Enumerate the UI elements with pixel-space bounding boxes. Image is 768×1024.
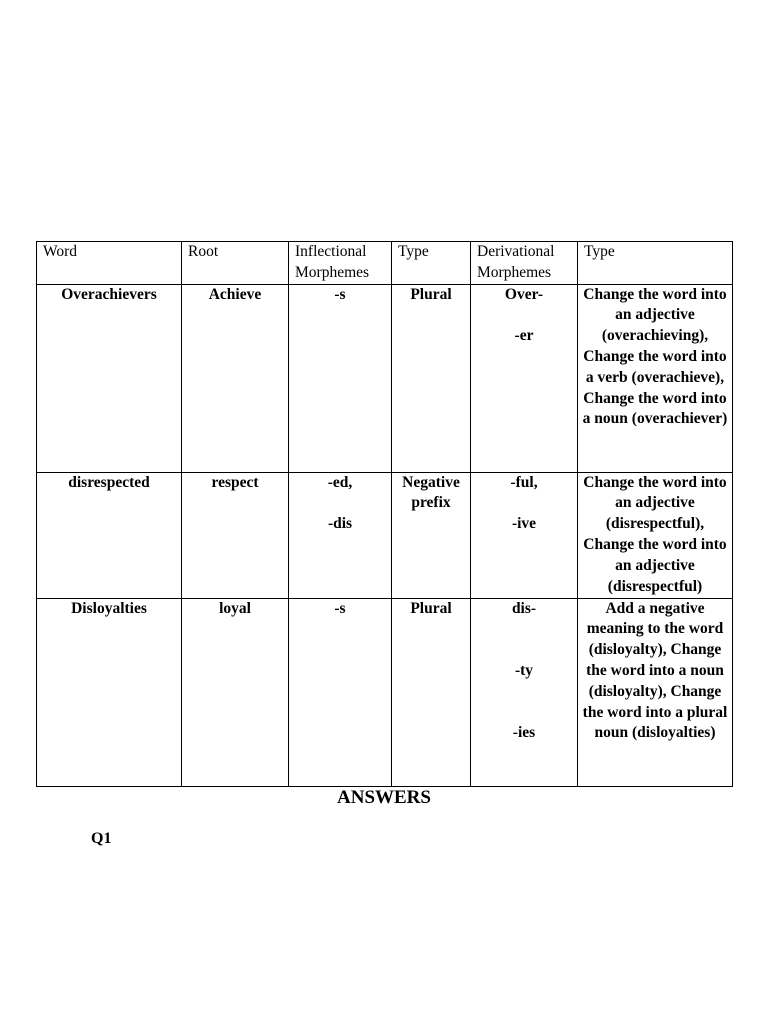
cell-inflectional	[289, 472, 392, 598]
cell-root: respect	[182, 472, 289, 598]
cell-root: Achieve	[182, 284, 289, 472]
table-row	[37, 472, 733, 598]
cell-word: Disloyalties	[37, 598, 182, 786]
inflectional-morpheme: -dis	[327, 515, 353, 533]
header-word: Word	[37, 242, 182, 285]
table-row	[37, 598, 733, 786]
header-derivational-type: Type	[578, 242, 733, 285]
table-row	[37, 284, 733, 472]
answers-heading: ANSWERS	[337, 787, 431, 808]
table-header-row	[37, 242, 733, 285]
derivational-morpheme: -er	[514, 327, 534, 345]
header-inflectional-morphemes: Inflectional Morphemes	[289, 242, 392, 285]
cell-word: disrespected	[37, 472, 182, 598]
question-label: Q1	[91, 830, 112, 847]
cell-derivational	[471, 472, 578, 598]
derivational-morpheme: -ty	[514, 661, 534, 679]
derivational-morpheme: dis-	[511, 599, 537, 617]
cell-inflectional	[289, 598, 392, 786]
inflectional-morpheme: -s	[334, 285, 346, 303]
derivational-morpheme: -ies	[512, 724, 536, 742]
inflectional-morpheme: -ed,	[327, 473, 353, 491]
cell-derivational	[471, 284, 578, 472]
morphemes-table	[36, 241, 733, 787]
cell-derivational-type: Add a negative meaning to the word (disloyalty), Change the word into a noun (disloyalty), Change the word into a plural noun (disloyalties)	[578, 598, 733, 786]
header-derivational-morphemes: Derivational Morphemes	[471, 242, 578, 285]
header-type: Type	[392, 242, 471, 285]
cell-derivational-type: Change the word into an adjective (disrespectful), Change the word into an adjective (disrespectful)	[578, 472, 733, 598]
inflectional-morpheme: -s	[334, 599, 346, 617]
derivational-morpheme: -ive	[511, 515, 537, 533]
cell-word: Overachievers	[37, 284, 182, 472]
cell-derivational-type: Change the word into an adjective (overachieving), Change the word into a verb (overachieve), Change the word into a noun (overachiever)	[578, 284, 733, 472]
cell-type: Plural	[392, 598, 471, 786]
cell-type: Negative prefix	[392, 472, 471, 598]
derivational-morpheme: -ful,	[510, 473, 538, 491]
cell-root: loyal	[182, 598, 289, 786]
cell-type: Plural	[392, 284, 471, 472]
cell-derivational	[471, 598, 578, 786]
header-root: Root	[182, 242, 289, 285]
derivational-morpheme: Over-	[504, 285, 544, 303]
cell-inflectional	[289, 284, 392, 472]
